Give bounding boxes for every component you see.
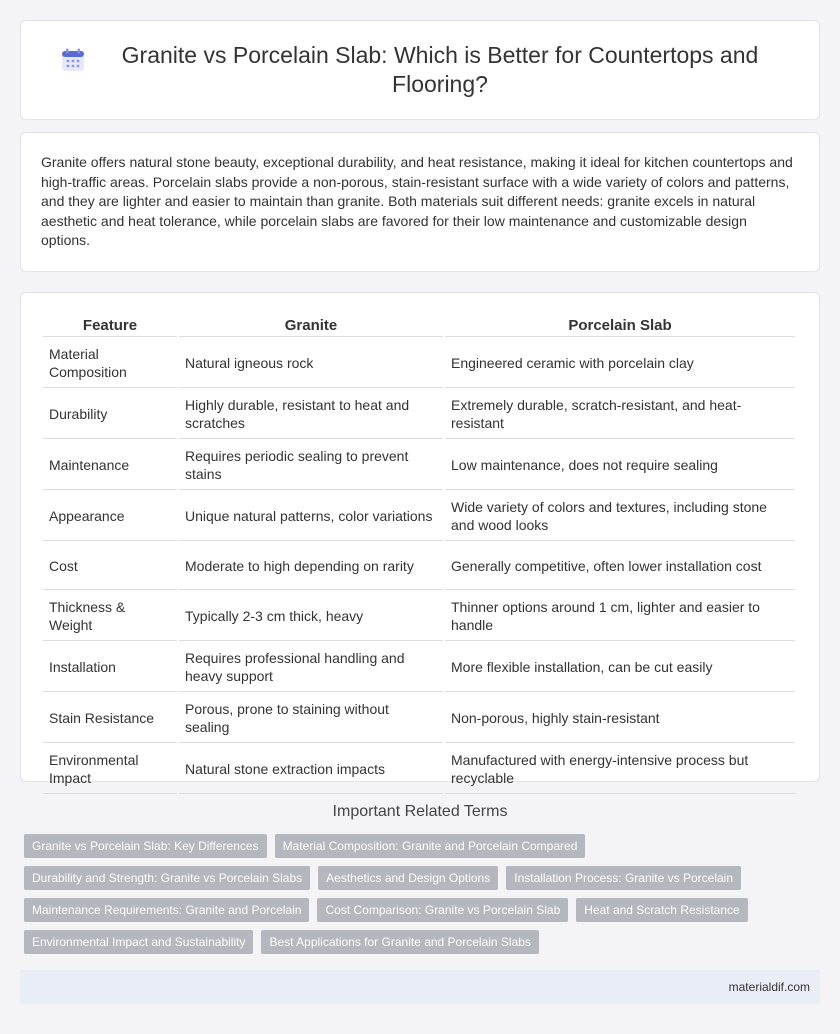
cell-feature: Stain Resistance <box>43 694 177 743</box>
table-row <box>43 339 795 388</box>
cell-granite: Requires professional handling and heavy support <box>179 643 443 692</box>
header-porcelain: Porcelain Slab <box>445 315 795 337</box>
cell-porcelain: Engineered ceramic with porcelain clay <box>445 339 795 388</box>
cell-granite: Natural stone extraction impacts <box>179 745 443 794</box>
cell-granite: Moderate to high depending on rarity <box>179 543 443 590</box>
title-wrap <box>60 41 780 99</box>
cell-granite: Typically 2-3 cm thick, heavy <box>179 592 443 641</box>
table-row <box>43 441 795 490</box>
cell-granite: Highly durable, resistant to heat and scratches <box>179 390 443 439</box>
cell-granite: Natural igneous rock <box>179 339 443 388</box>
related-tag[interactable]: Granite vs Porcelain Slab: Key Differences <box>24 834 267 858</box>
table-row <box>43 694 795 743</box>
table-header-row <box>43 315 795 337</box>
cell-porcelain: Thinner options around 1 cm, lighter and easier to handle <box>445 592 795 641</box>
header-granite: Granite <box>179 315 443 337</box>
related-tag[interactable]: Environmental Impact and Sustainability <box>24 930 253 954</box>
cell-porcelain: Wide variety of colors and textures, including stone and wood looks <box>445 492 795 541</box>
cell-granite: Requires periodic sealing to prevent stains <box>179 441 443 490</box>
cell-feature: Cost <box>43 543 177 590</box>
cell-porcelain: Extremely durable, scratch-resistant, and heat-resistant <box>445 390 795 439</box>
cell-granite: Unique natural patterns, color variations <box>179 492 443 541</box>
related-tag[interactable]: Best Applications for Granite and Porcelain Slabs <box>261 930 538 954</box>
comparison-table-card <box>20 292 820 786</box>
related-tag[interactable]: Durability and Strength: Granite vs Porcelain Slabs <box>24 866 310 890</box>
cell-feature: Appearance <box>43 492 177 541</box>
table-row <box>43 543 795 590</box>
cell-feature: Thickness & Weight <box>43 592 177 641</box>
footer <box>20 970 820 1004</box>
cell-porcelain: Low maintenance, does not require sealing <box>445 441 795 490</box>
table-row <box>43 643 795 692</box>
cell-porcelain: Manufactured with energy-intensive process but recyclable <box>445 745 795 794</box>
related-tag[interactable]: Heat and Scratch Resistance <box>576 898 747 922</box>
intro-card <box>20 132 820 272</box>
footer-site: materialdif.com <box>728 980 810 994</box>
cell-feature: Environmental Impact <box>43 745 177 794</box>
related-tag[interactable]: Cost Comparison: Granite vs Porcelain Slab <box>317 898 568 922</box>
table-row <box>43 592 795 641</box>
table-row <box>43 492 795 541</box>
related-tag[interactable]: Aesthetics and Design Options <box>318 866 498 890</box>
table-row <box>43 390 795 439</box>
related-tag[interactable]: Installation Process: Granite vs Porcelain <box>506 866 741 890</box>
cell-porcelain: More flexible installation, can be cut easily <box>445 643 795 692</box>
related-tags <box>24 834 824 954</box>
comparison-table <box>41 313 797 796</box>
cell-porcelain: Non-porous, highly stain-resistant <box>445 694 795 743</box>
calendar-icon <box>60 47 86 73</box>
header-card <box>20 20 820 120</box>
related-tag[interactable]: Maintenance Requirements: Granite and Porcelain <box>24 898 309 922</box>
related-terms-title: Important Related Terms <box>332 803 508 820</box>
cell-granite: Porous, prone to staining without sealing <box>179 694 443 743</box>
intro-paragraph: Granite offers natural stone beauty, exceptional durability, and heat resistance, making it ideal for kitchen countertops and high-traffic areas. Porcelain slabs provide a non-porous, stain-resistant surface with a wide variety of colors and patterns, and they are lighter and easier to maintain than granite. Both materials suit different needs: granite excels in natural aesthetic and heat tolerance, while porcelain slabs are favored for their low maintenance and customizable design options. <box>41 154 793 249</box>
table-row <box>43 745 795 794</box>
cell-porcelain: Generally competitive, often lower installation cost <box>445 543 795 590</box>
cell-feature: Installation <box>43 643 177 692</box>
cell-feature: Maintenance <box>43 441 177 490</box>
related-tag[interactable]: Material Composition: Granite and Porcelain Compared <box>275 834 586 858</box>
page-title: Granite vs Porcelain Slab: Which is Better for Countertops and Flooring? <box>121 42 759 97</box>
cell-feature: Durability <box>43 390 177 439</box>
header-feature: Feature <box>43 315 177 337</box>
cell-feature: Material Composition <box>43 339 177 388</box>
